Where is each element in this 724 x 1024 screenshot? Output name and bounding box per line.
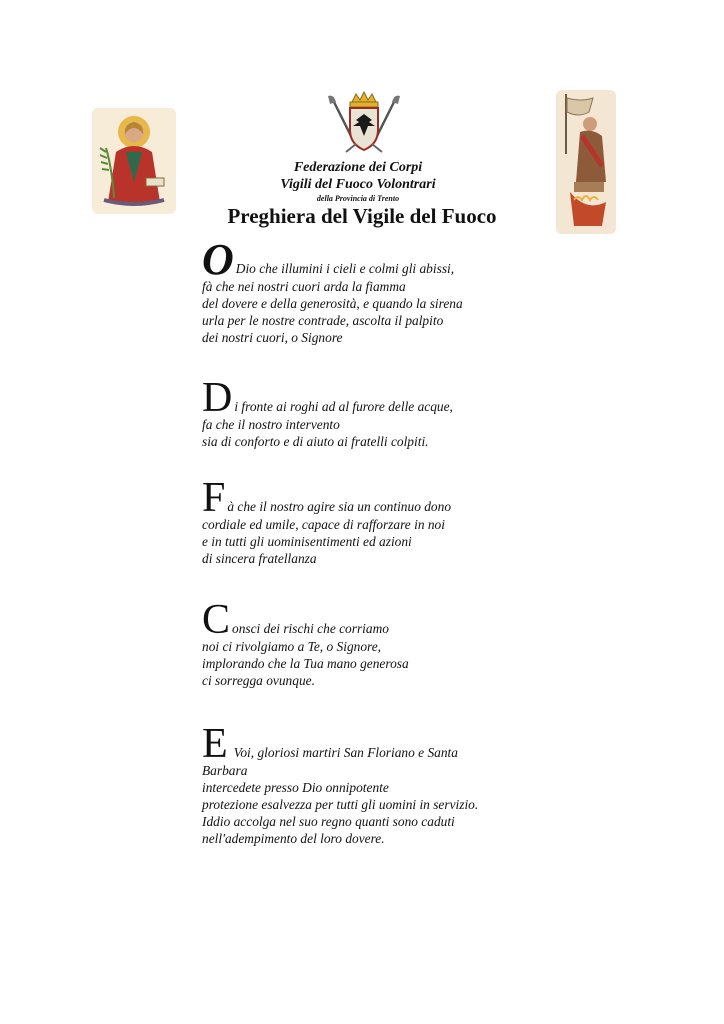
stanza-first-line (202, 721, 622, 767)
stanza-line: Voi, gloriosi martiri San Floriano e Santa (233, 745, 458, 760)
stanza-4 (202, 597, 622, 689)
organization-province: della Provincia di Trento (316, 194, 400, 203)
fire-brigade-crest (322, 88, 406, 156)
stanza-line: noi ci rivolgiamo a Te, o Signore, (202, 639, 382, 654)
stanza-line: nell'adempimento del loro dovere. (202, 831, 385, 846)
stanza-line: fa che il nostro intervento (202, 417, 340, 432)
organization-name-line-1: Federazione dei Corpi (293, 160, 423, 175)
stanza-line: Dio che illumini i cieli e colmi gli abissi, (235, 261, 455, 276)
stanza-line: urla per le nostre contrade, ascolta il palpito (202, 313, 444, 328)
stanza-first-line (202, 475, 622, 521)
prayer-title: Preghiera del Vigile del Fuoco (227, 204, 497, 228)
stanza-line: i fronte ai roghi ad al furore delle acque, (234, 399, 453, 414)
stanza-line: di sincera fratellanza (202, 551, 317, 566)
stanza-line: Iddio accolga nel suo regno quanti sono caduti (202, 814, 455, 829)
stanza-line: cordiale ed umile, capace di rafforzare in noi (202, 517, 445, 532)
stanza-line: del dovere e della generosità, e quando la sirena (202, 296, 463, 311)
stanza-line: Barbara (202, 763, 248, 778)
stanza-first-line (202, 375, 622, 421)
stanza-2 (202, 375, 622, 450)
stanza-1 (202, 235, 622, 346)
stanza-line: dei nostri cuori, o Signore (202, 330, 343, 345)
stanza-line: protezione esalvezza per tutti gli uomini in servizio. (202, 797, 479, 812)
stanza-line: à che il nostro agire sia un continuo dono (227, 499, 452, 514)
stanza-line: e in tutti gli uominisentimenti ed azioni (202, 534, 412, 549)
stanza-first-line (202, 235, 622, 284)
stanza-3 (202, 475, 622, 567)
stanza-line: implorando che la Tua mano generosa (202, 656, 409, 671)
stanza-line: onsci dei rischi che corriamo (232, 621, 389, 636)
stanza-5 (202, 721, 622, 847)
stanza-line: ci sorregga ovunque. (202, 673, 315, 688)
drop-cap: D (202, 375, 233, 421)
drop-cap: E (202, 721, 228, 767)
stanza-line: fà che nei nostri cuori arda la fiamma (202, 279, 406, 294)
organization-name-line-2: Vigili del Fuoco Volontrari (280, 177, 436, 192)
stanza-line: sia di conforto e di aiuto ai fratelli colpiti. (202, 434, 429, 449)
drop-cap: O (202, 235, 234, 284)
drop-cap: C (202, 597, 231, 643)
drop-cap: F (202, 475, 226, 521)
stanza-line: intercedete presso Dio onnipotente (202, 780, 389, 795)
stanza-first-line (202, 597, 622, 643)
